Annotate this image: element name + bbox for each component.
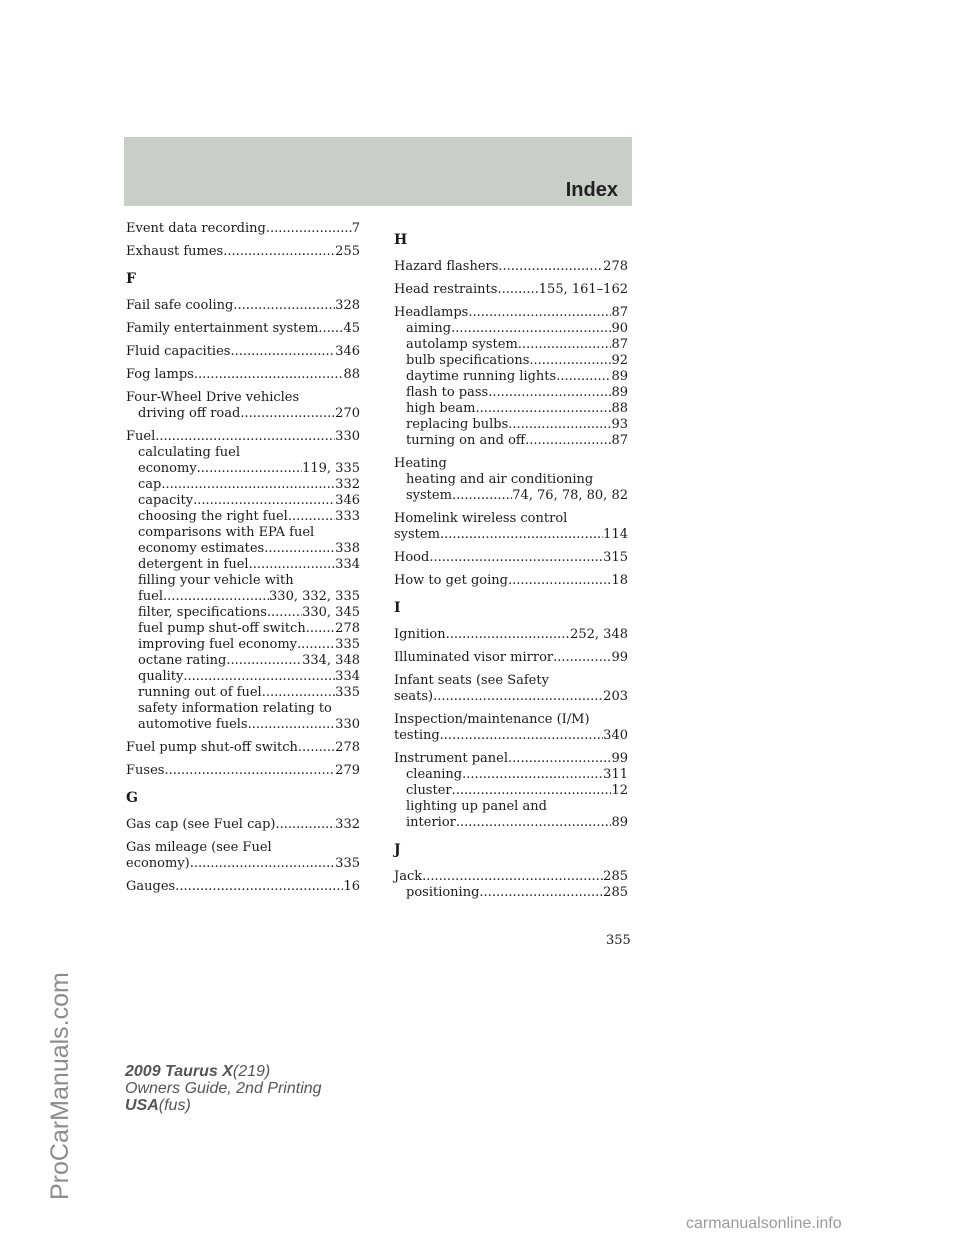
entry-term: Gas cap (see Fuel cap) (126, 817, 276, 832)
index-entry-line (126, 390, 360, 406)
entry-term: bulb specifications (406, 353, 530, 368)
entry-page-ref: 89 (611, 385, 628, 400)
entry-term: Headlamps (394, 305, 469, 320)
index-entry (126, 221, 360, 237)
index-column-right (394, 221, 628, 908)
entry-term: Head restraints (394, 282, 498, 297)
dot-leader (456, 815, 612, 831)
entry-page-ref: 155, 161–162 (538, 282, 628, 297)
index-subentry-line (126, 445, 360, 461)
entry-term: flash to pass (406, 385, 489, 400)
dot-leader (193, 493, 335, 509)
entry-page-ref: 328 (335, 298, 360, 313)
dot-leader (497, 282, 538, 298)
page-number: 355 (606, 933, 631, 948)
entry-term: aiming (406, 321, 452, 336)
index-subentry-line (126, 669, 360, 685)
entry-page-ref: 203 (603, 689, 628, 704)
index-entry-line (126, 817, 360, 833)
entry-page-ref: 74, 76, 78, 80, 82 (512, 488, 628, 503)
entry-term: economy) (126, 856, 190, 871)
index-entry (394, 627, 628, 643)
index-entry-line (126, 763, 360, 779)
index-entry-line (126, 879, 360, 895)
entry-page-ref: 285 (603, 869, 628, 884)
index-entry (394, 259, 628, 275)
entry-term: Fuel pump shut-off switch (126, 740, 298, 755)
index-entry (394, 550, 628, 566)
entry-term: safety information relating to (138, 701, 332, 716)
dot-leader (190, 856, 335, 872)
footer-model: 2009 Taurus X (125, 1063, 233, 1080)
entry-term: Illuminated visor mirror (394, 650, 554, 665)
entry-page-ref: 99 (611, 650, 628, 665)
dot-leader (556, 369, 611, 385)
dot-leader (164, 763, 335, 779)
dot-leader (318, 321, 343, 337)
entry-term: Fog lamps (126, 367, 194, 382)
entry-page-ref: 315 (603, 550, 628, 565)
entry-term: system (406, 488, 452, 503)
index-entry-line (126, 298, 360, 314)
dot-leader (267, 605, 302, 621)
index-subentry-line (394, 369, 628, 385)
entry-page-ref: 93 (611, 417, 628, 432)
footer-guide: Owners Guide, 2nd Printing (125, 1080, 322, 1097)
index-entry-line (394, 751, 628, 767)
entry-term: cluster (406, 783, 452, 798)
entry-term: seats) (394, 689, 434, 704)
index-subentry-line (394, 353, 628, 369)
index-entry (126, 244, 360, 260)
entry-page-ref: 278 (335, 621, 360, 636)
entry-term: filling your vehicle with (138, 573, 294, 588)
dot-leader (518, 337, 612, 353)
entry-page-ref: 92 (611, 353, 628, 368)
entry-page-ref: 114 (603, 527, 628, 542)
dot-leader (529, 353, 611, 369)
dot-leader (452, 488, 512, 504)
index-entry (126, 817, 360, 833)
entry-term: economy (138, 461, 197, 476)
watermark: ProCarManuals.com (46, 972, 74, 1200)
index-entry-line (394, 282, 628, 298)
dot-leader (475, 401, 611, 417)
index-letter-heading: J (394, 842, 401, 858)
index-subentry-line (126, 557, 360, 573)
index-letter-heading: I (394, 600, 401, 616)
index-entry-line (126, 840, 360, 856)
dot-leader (288, 509, 335, 525)
entry-term: Instrument panel (394, 751, 509, 766)
index-subentry-line (394, 401, 628, 417)
index-subentry-line (126, 589, 360, 605)
entry-term: Fluid capacities (126, 344, 231, 359)
entry-term: testing (394, 728, 440, 743)
dot-leader (433, 689, 603, 705)
dot-leader (266, 221, 352, 237)
dot-leader (297, 637, 335, 653)
dot-leader (248, 717, 336, 733)
index-entry (394, 456, 628, 504)
dot-leader (230, 344, 335, 360)
index-entry-line (126, 740, 360, 756)
index-subentry-line (126, 637, 360, 653)
entry-term: Fuses (126, 763, 165, 778)
dot-leader (440, 527, 603, 543)
entry-term: detergent in fuel (138, 557, 249, 572)
entry-page-ref: 88 (611, 401, 628, 416)
entry-term: filter, specifications (138, 605, 267, 620)
dot-leader (446, 627, 571, 643)
entry-term: Exhaust fumes (126, 244, 224, 259)
entry-page-ref: 279 (335, 763, 360, 778)
entry-term: lighting up panel and (406, 799, 547, 814)
entry-page-ref: 90 (611, 321, 628, 336)
entry-page-ref: 88 (343, 367, 360, 382)
entry-term: Family entertainment system (126, 321, 319, 336)
index-entry-line (394, 550, 628, 566)
entry-term: Gauges (126, 879, 176, 894)
entry-term: daytime running lights (406, 369, 557, 384)
index-entry-line (394, 527, 628, 543)
index-subentry-line (126, 493, 360, 509)
dot-leader (498, 259, 603, 275)
entry-term: driving off road (138, 406, 241, 421)
index-subentry-line (394, 783, 628, 799)
entry-term: running out of fuel (138, 685, 262, 700)
dot-leader (306, 621, 335, 637)
index-subentry-line (126, 653, 360, 669)
entry-page-ref: 335 (335, 637, 360, 652)
index-entry (126, 367, 360, 383)
entry-page-ref: 45 (343, 321, 360, 336)
index-subentry-line (126, 605, 360, 621)
index-subentry-line (394, 815, 628, 831)
dot-leader (276, 817, 336, 833)
dot-leader (525, 433, 611, 449)
index-entry (126, 763, 360, 779)
dot-leader (451, 321, 611, 337)
page-title: Index (565, 179, 618, 201)
dot-leader (233, 298, 335, 314)
entry-term: Hazard flashers (394, 259, 499, 274)
footer-model-code: (219) (232, 1063, 271, 1080)
header-band (124, 137, 632, 206)
index-entry-line (126, 244, 360, 260)
entry-term: Event data recording (126, 221, 266, 236)
dot-leader (223, 244, 335, 260)
entry-page-ref: 87 (611, 337, 628, 352)
entry-page-ref: 278 (603, 259, 628, 274)
index-subentry-line (126, 406, 360, 422)
index-column-left (126, 221, 360, 902)
index-entry (394, 751, 628, 831)
index-subentry-line (126, 461, 360, 477)
entry-term: automotive fuels (138, 717, 248, 732)
dot-leader (163, 589, 269, 605)
dot-leader (155, 429, 335, 445)
entry-term: cleaning (406, 767, 463, 782)
index-subentry-line (126, 701, 360, 717)
dot-leader (264, 541, 335, 557)
dot-leader (298, 740, 335, 756)
entry-page-ref: 12 (611, 783, 628, 798)
index-subentry-line (394, 799, 628, 815)
entry-term: replacing bulbs (406, 417, 509, 432)
entry-term: economy estimates (138, 541, 265, 556)
entry-page-ref: 340 (603, 728, 628, 743)
dot-leader (226, 653, 302, 669)
index-subentry-line (394, 433, 628, 449)
site-link[interactable]: carmanualsonline.info (686, 1215, 842, 1232)
entry-term: Gas mileage (see Fuel (126, 840, 272, 855)
index-entry (394, 511, 628, 543)
entry-term: Homelink wireless control (394, 511, 568, 526)
index-entry-line (394, 650, 628, 666)
entry-term: Infant seats (see Safety (394, 673, 549, 688)
index-subentry-line (394, 885, 628, 901)
entry-page-ref: 255 (335, 244, 360, 259)
entry-term: positioning (406, 885, 480, 900)
dot-leader (440, 728, 604, 744)
index-entry-line (394, 456, 628, 472)
index-entry-line (126, 856, 360, 872)
index-subentry-line (126, 717, 360, 733)
entry-page-ref: 333 (335, 509, 360, 524)
entry-page-ref: 311 (603, 767, 628, 782)
entry-page-ref: 99 (611, 751, 628, 766)
entry-page-ref: 330 (335, 429, 360, 444)
index-subentry-line (394, 321, 628, 337)
entry-term: interior (406, 815, 456, 830)
entry-page-ref: 334, 348 (302, 653, 360, 668)
index-entry-line (126, 221, 360, 237)
footer-market: USA (125, 1097, 159, 1114)
entry-page-ref: 7 (351, 221, 360, 236)
dot-leader (194, 367, 344, 383)
entry-page-ref: 335 (335, 685, 360, 700)
dot-leader (508, 751, 611, 767)
entry-page-ref: 87 (611, 433, 628, 448)
index-subentry-line (126, 477, 360, 493)
index-subentry-line (394, 488, 628, 504)
entry-term: improving fuel economy (138, 637, 298, 652)
entry-page-ref: 18 (611, 573, 628, 588)
entry-page-ref: 87 (611, 305, 628, 320)
index-letter-heading: G (126, 790, 138, 806)
dot-leader (240, 406, 335, 422)
index-subentry-line (126, 685, 360, 701)
index-entry-line (394, 305, 628, 321)
dot-leader (553, 650, 611, 666)
entry-term: heating and air conditioning (406, 472, 594, 487)
entry-page-ref: 330, 332, 335 (269, 589, 360, 604)
entry-term: How to get going (394, 573, 508, 588)
entry-page-ref: 334 (335, 669, 360, 684)
entry-term: Fuel (126, 429, 156, 444)
dot-leader (508, 573, 611, 589)
index-subentry-line (126, 509, 360, 525)
index-entry (394, 650, 628, 666)
entry-term: fuel (138, 589, 164, 604)
entry-page-ref: 270 (335, 406, 360, 421)
entry-page-ref: 119, 335 (302, 461, 360, 476)
dot-leader (452, 783, 612, 799)
entry-term: Fail safe cooling (126, 298, 234, 313)
index-entry (126, 298, 360, 314)
entry-page-ref: 330, 345 (302, 605, 360, 620)
index-entry-line (394, 627, 628, 643)
entry-page-ref: 338 (335, 541, 360, 556)
entry-term: turning on and off (406, 433, 526, 448)
index-entry (126, 321, 360, 337)
index-entry-line (394, 259, 628, 275)
index-entry-line (394, 573, 628, 589)
entry-term: octane rating (138, 653, 227, 668)
index-entry (394, 573, 628, 589)
footer-market-code: (fus) (158, 1097, 191, 1114)
index-letter-heading: H (394, 232, 408, 248)
entry-page-ref: 346 (335, 344, 360, 359)
entry-term: Heating (394, 456, 447, 471)
entry-page-ref: 335 (335, 856, 360, 871)
entry-term: Jack (394, 869, 423, 884)
entry-term: choosing the right fuel (138, 509, 288, 524)
index-subentry-line (126, 525, 360, 541)
entry-page-ref: 278 (335, 740, 360, 755)
index-entry (126, 879, 360, 895)
index-entry-line (394, 689, 628, 705)
entry-term: Ignition (394, 627, 446, 642)
entry-page-ref: 334 (335, 557, 360, 572)
dot-leader (175, 879, 343, 895)
index-entry-line (126, 321, 360, 337)
entry-page-ref: 332 (335, 477, 360, 492)
entry-term: system (394, 527, 440, 542)
dot-leader (183, 669, 335, 685)
entry-page-ref: 346 (335, 493, 360, 508)
entry-page-ref: 89 (611, 369, 628, 384)
index-entry (126, 390, 360, 422)
entry-page-ref: 285 (603, 885, 628, 900)
index-entry (394, 305, 628, 449)
index-subentry-line (394, 337, 628, 353)
entry-page-ref: 89 (611, 815, 628, 830)
dot-leader (468, 305, 611, 321)
entry-term: capacity (138, 493, 194, 508)
index-entry-line (126, 344, 360, 360)
index-entry (126, 344, 360, 360)
dot-leader (197, 461, 302, 477)
entry-term: Inspection/maintenance (I/M) (394, 712, 590, 727)
dot-leader (429, 550, 603, 566)
footer (125, 1063, 322, 1114)
entry-term: quality (138, 669, 184, 684)
index-entry (126, 429, 360, 733)
index-subentry-line (394, 472, 628, 488)
dot-leader (508, 417, 611, 433)
index-letter-heading: F (126, 271, 136, 287)
index-entry (394, 282, 628, 298)
entry-page-ref: 330 (335, 717, 360, 732)
dot-leader (488, 385, 611, 401)
dot-leader (262, 685, 335, 701)
dot-leader (161, 477, 335, 493)
index-subentry-line (126, 573, 360, 589)
index-subentry-line (394, 385, 628, 401)
index-subentry-line (126, 541, 360, 557)
entry-term: cap (138, 477, 162, 492)
index-entry (394, 869, 628, 901)
entry-term: fuel pump shut-off switch (138, 621, 306, 636)
index-subentry-line (394, 417, 628, 433)
index-entry-line (394, 869, 628, 885)
entry-page-ref: 252, 348 (570, 627, 628, 642)
index-entry (394, 673, 628, 705)
index-subentry-line (126, 621, 360, 637)
index-entry-line (394, 673, 628, 689)
entry-term: comparisons with EPA fuel (138, 525, 315, 540)
index-entry-line (394, 712, 628, 728)
index-entry-line (394, 511, 628, 527)
entry-term: calculating fuel (138, 445, 240, 460)
index-entry-line (126, 429, 360, 445)
entry-page-ref: 16 (343, 879, 360, 894)
dot-leader (249, 557, 336, 573)
index-entry-line (126, 367, 360, 383)
entry-term: Hood (394, 550, 430, 565)
entry-page-ref: 332 (335, 817, 360, 832)
entry-term: autolamp system (406, 337, 518, 352)
index-subentry-line (394, 767, 628, 783)
index-entry-line (394, 728, 628, 744)
dot-leader (422, 869, 603, 885)
index-entry (394, 712, 628, 744)
dot-leader (462, 767, 603, 783)
index-entry (126, 740, 360, 756)
entry-term: high beam (406, 401, 476, 416)
index-entry (126, 840, 360, 872)
entry-term: Four-Wheel Drive vehicles (126, 390, 300, 405)
dot-leader (479, 885, 603, 901)
